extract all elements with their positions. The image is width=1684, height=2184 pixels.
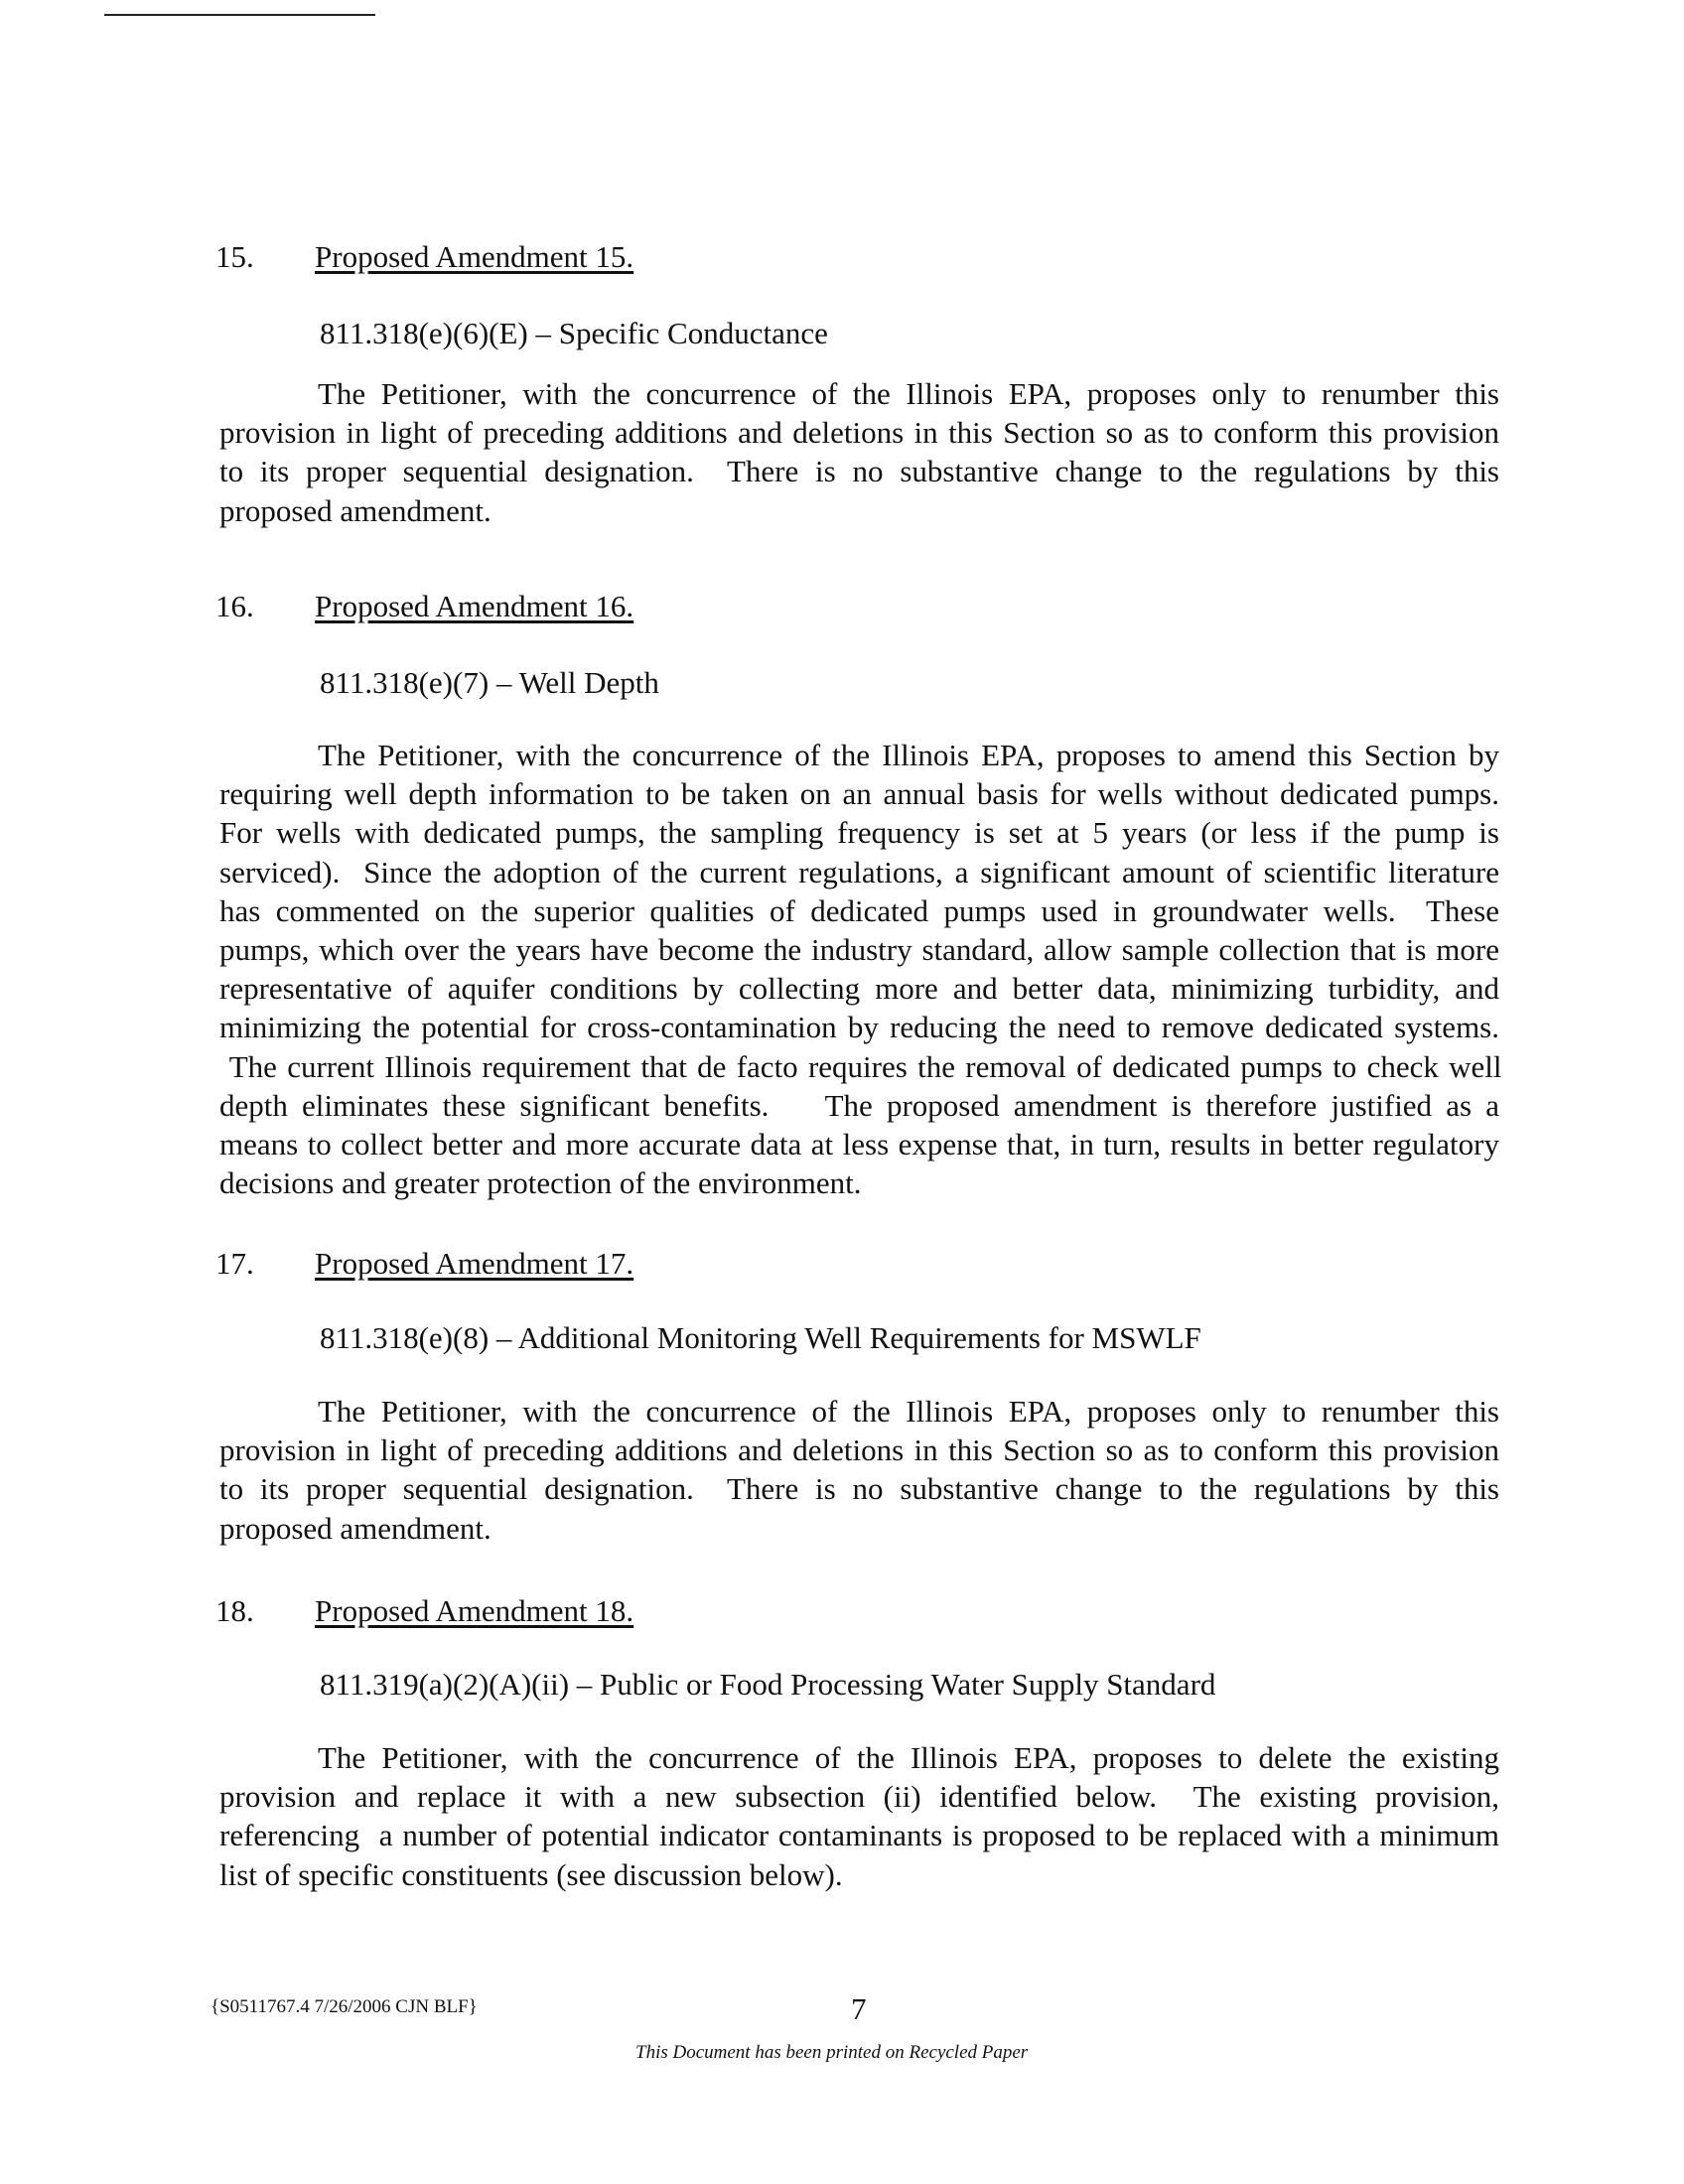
header-rule bbox=[104, 14, 375, 16]
paragraph-line bbox=[219, 736, 1499, 774]
paragraph-line bbox=[219, 774, 1499, 813]
section-heading: Proposed Amendment 18. bbox=[315, 1593, 634, 1628]
section-number: 16. bbox=[215, 589, 254, 623]
line-text: means to collect better and more accurate data at less expense that, in turn, results in better regulatory bbox=[219, 1126, 1499, 1161]
section-paragraph bbox=[219, 1392, 1499, 1548]
line-text: list of specific constituents (see discussion below). bbox=[219, 1856, 843, 1892]
line-text: provision and replace it with a new subsection (ii) identified below. The existing provision, bbox=[219, 1779, 1499, 1815]
line-text: representative of aquifer conditions by collecting more and better data, minimizing turbidity, and bbox=[219, 971, 1499, 1007]
line-text: decisions and greater protection of the environment. bbox=[219, 1165, 862, 1201]
recycled-paper-note: This Document has been printed on Recycled Paper bbox=[635, 2042, 1029, 2063]
line-text: provision in light of preceding additions and deletions in this Section so as to conform this provision bbox=[219, 1433, 1499, 1468]
section-subheading: 811.318(e)(8) – Additional Monitoring Well Requirements for MSWLF bbox=[320, 1320, 1201, 1355]
line-text: pumps, which over the years have become the industry standard, allow sample collection that is more bbox=[219, 931, 1499, 967]
section-subheading: 811.319(a)(2)(A)(ii) – Public or Food Processing Water Supply Standard bbox=[320, 1667, 1216, 1702]
section-subheading: 811.318(e)(6)(E) – Specific Conductance bbox=[320, 316, 828, 350]
line-text: The Petitioner, with the concurrence of the Illinois EPA, proposes only to renumber this bbox=[318, 376, 1499, 411]
paragraph-line bbox=[219, 891, 1499, 930]
line-text: requiring well depth information to be taken on an annual basis for wells without dedicated pumps. bbox=[219, 776, 1499, 812]
paragraph-line bbox=[219, 930, 1499, 969]
paragraph-line bbox=[219, 1509, 1499, 1548]
paragraph-line bbox=[219, 1125, 1499, 1163]
section-subheading: 811.318(e)(7) – Well Depth bbox=[320, 665, 659, 700]
section-number: 15. bbox=[215, 239, 254, 274]
paragraph-line bbox=[219, 1392, 1499, 1431]
paragraph-line bbox=[219, 853, 1499, 891]
paragraph-line bbox=[219, 813, 1499, 852]
paragraph-line bbox=[219, 1431, 1499, 1469]
section-heading: Proposed Amendment 17. bbox=[315, 1246, 634, 1281]
line-text: For wells with dedicated pumps, the sampling frequency is set at 5 years (or less if the pump is bbox=[219, 815, 1499, 851]
paragraph-line bbox=[219, 1855, 1499, 1894]
document-id: {S0511767.4 7/26/2006 CJN BLF} bbox=[210, 1996, 478, 2017]
page-number: 7 bbox=[851, 1991, 867, 2026]
line-text: minimizing the potential for cross-contamination by reducing the need to remove dedicated systems. bbox=[219, 1010, 1499, 1045]
section-number: 17. bbox=[215, 1246, 254, 1281]
paragraph-line bbox=[219, 1047, 1502, 1086]
line-text: The Petitioner, with the concurrence of the Illinois EPA, proposes only to renumber this bbox=[318, 1394, 1499, 1429]
line-text: depth eliminates these significant benefits. The proposed amendment is therefore justified as a bbox=[219, 1087, 1499, 1123]
section-paragraph bbox=[219, 1738, 1499, 1894]
line-text: serviced). Since the adoption of the current regulations, a significant amount of scientific literature bbox=[219, 854, 1499, 889]
line-text: to its proper sequential designation. There is no substantive change to the regulations by this bbox=[219, 1471, 1499, 1507]
line-text: The Petitioner, with the concurrence of the Illinois EPA, proposes to delete the existing bbox=[318, 1740, 1499, 1775]
line-text: provision in light of preceding additions and deletions in this Section so as to conform this provision bbox=[219, 415, 1499, 451]
paragraph-line bbox=[219, 969, 1499, 1008]
section-number: 18. bbox=[215, 1593, 254, 1628]
paragraph-line bbox=[219, 1469, 1499, 1508]
paragraph-line bbox=[219, 491, 1499, 530]
paragraph-line bbox=[219, 413, 1499, 452]
line-text: referencing a number of potential indicator contaminants is proposed to be replaced with a minimum bbox=[219, 1818, 1499, 1853]
section-heading: Proposed Amendment 16. bbox=[315, 589, 634, 623]
paragraph-line bbox=[219, 1008, 1499, 1046]
section-paragraph bbox=[219, 736, 1502, 1202]
paragraph-line bbox=[219, 452, 1499, 490]
paragraph-line bbox=[219, 1738, 1499, 1777]
line-text: to its proper sequential designation. There is no substantive change to the regulations by this bbox=[219, 454, 1499, 489]
line-text: The Petitioner, with the concurrence of the Illinois EPA, proposes to amend this Section by bbox=[318, 738, 1499, 772]
line-text: The current Illinois requirement that de facto requires the removal of dedicated pumps to check well bbox=[219, 1048, 1502, 1084]
line-text: proposed amendment. bbox=[219, 1510, 491, 1546]
paragraph-line bbox=[219, 1086, 1499, 1125]
paragraph-line bbox=[219, 1816, 1499, 1854]
line-text: proposed amendment. bbox=[219, 492, 491, 528]
section-paragraph bbox=[219, 374, 1499, 530]
paragraph-line bbox=[219, 374, 1499, 413]
section-heading: Proposed Amendment 15. bbox=[315, 239, 634, 274]
paragraph-line bbox=[219, 1777, 1499, 1816]
paragraph-line bbox=[219, 1163, 1499, 1202]
line-text: has commented on the superior qualities of dedicated pumps used in groundwater wells. These bbox=[219, 892, 1499, 928]
